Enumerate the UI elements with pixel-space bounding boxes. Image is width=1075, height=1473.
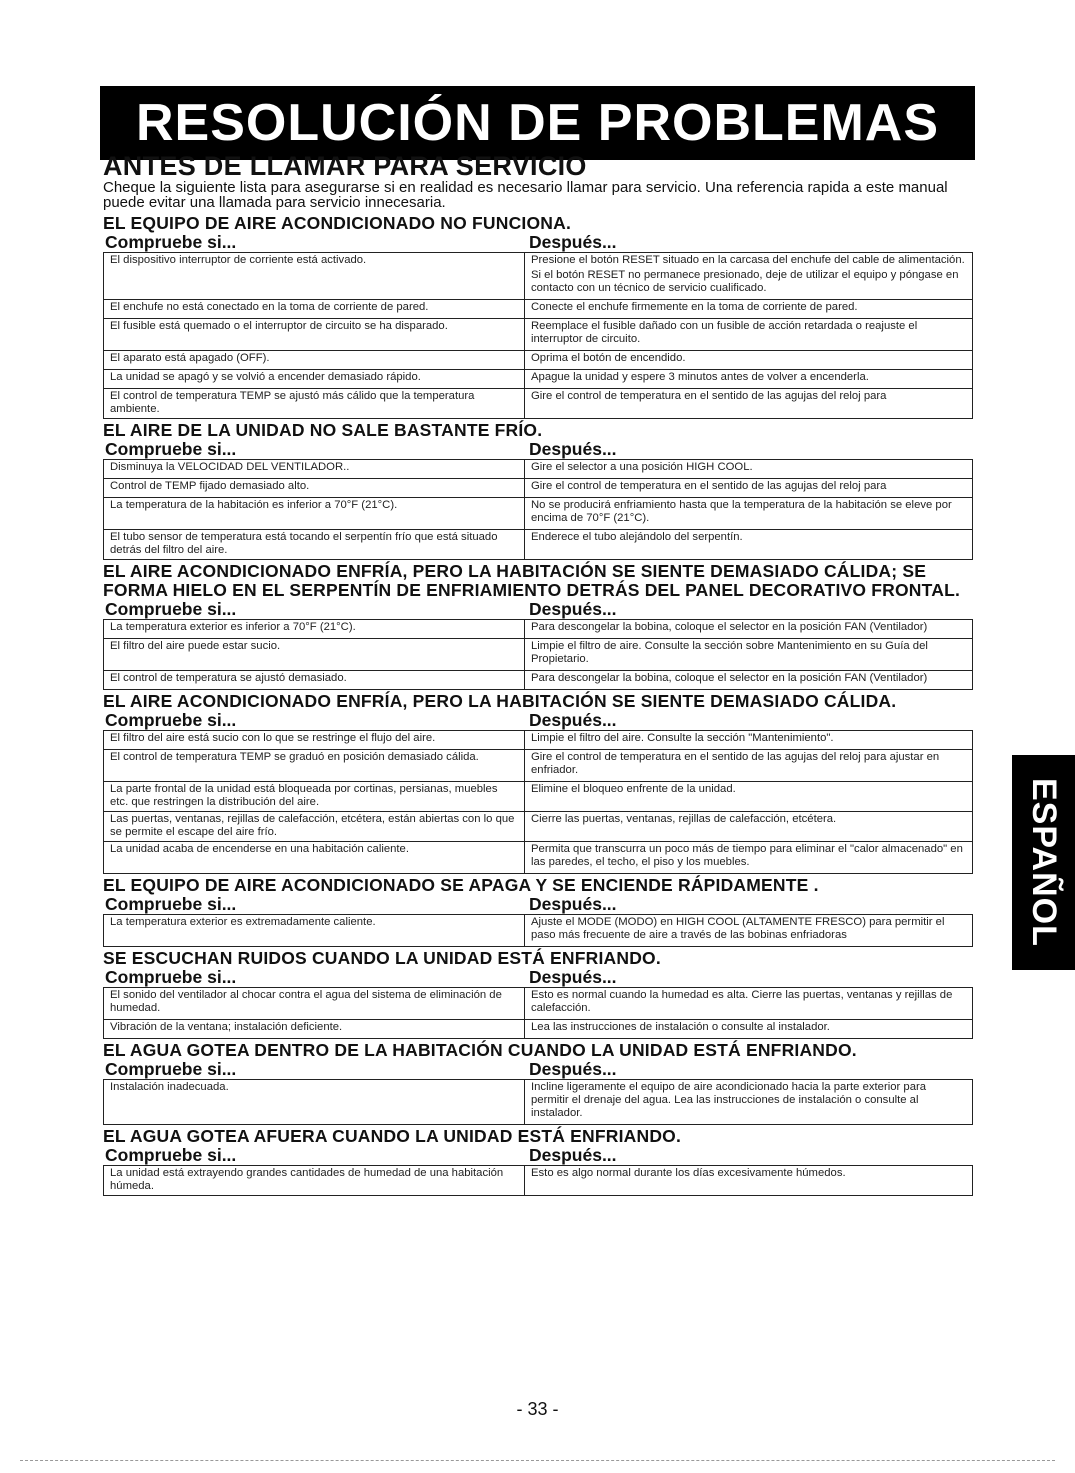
table-row [104, 389, 973, 419]
check-cell: La unidad acaba de encenderse en una habitación caliente. [104, 842, 525, 874]
then-paragraph: Reemplace el fusible dañado con un fusible de acción retardada o reajuste el interruptor de circuito. [531, 320, 918, 345]
then-paragraph: Cierre las puertas, ventanas, rejillas de calefacción, etcétera. [531, 813, 837, 825]
column-header-then: Después... [529, 439, 617, 459]
column-headers [103, 1060, 975, 1079]
troubleshoot-table [103, 619, 973, 690]
then-paragraph: Lea las instrucciones de instalación o consulte al instalador. [531, 1021, 830, 1033]
table-row [104, 750, 973, 782]
check-cell: Control de TEMP fijado demasiado alto. [104, 479, 525, 498]
check-cell: La temperatura de la habitación es inferior a 70°F (21°C). [104, 498, 525, 530]
troubleshoot-section [103, 214, 975, 419]
check-cell: El control de temperatura se ajustó demasiado. [104, 671, 525, 690]
table-row [104, 812, 973, 842]
table-row [104, 915, 973, 947]
check-cell: Las puertas, ventanas, rejillas de calefacción, etcétera, están abiertas con lo que se permite el escape del aire frío. [104, 812, 525, 842]
troubleshoot-table [103, 730, 973, 874]
then-paragraph: Gire el control de temperatura en el sentido de las agujas del reloj para [531, 480, 887, 492]
then-cell [525, 671, 973, 690]
then-paragraph: Permita que transcurra un poco más de tiempo para eliminar el "calor almacenado" en las paredes, el techo, el piso y los muebles. [531, 843, 963, 868]
section-title: SE ESCUCHAN RUIDOS CUANDO LA UNIDAD ESTÁ ENFRIANDO. [103, 948, 661, 968]
page-number: - 33 - [516, 1399, 559, 1419]
check-cell: El fusible está quemado o el interruptor de circuito se ha disparado. [104, 319, 525, 351]
table-row [104, 671, 973, 690]
table-row [104, 370, 973, 389]
then-cell [525, 1020, 973, 1039]
check-cell: Instalación inadecuada. [104, 1080, 525, 1125]
table-row [104, 1020, 973, 1039]
check-cell: La unidad está extrayendo grandes cantidades de humedad de una habitación húmeda. [104, 1166, 525, 1196]
then-cell [525, 530, 973, 560]
column-header-check: Compruebe si... [105, 1059, 237, 1079]
page-heading: ANTES DE LLAMAR PARA SERVICIO [103, 151, 587, 181]
then-paragraph: Para descongelar la bobina, coloque el selector en la posición FAN (Ventilador) [531, 672, 928, 684]
column-header-check: Compruebe si... [105, 894, 237, 914]
then-cell [525, 498, 973, 530]
troubleshoot-section [103, 876, 975, 947]
table-row [104, 479, 973, 498]
table-row [104, 1080, 973, 1125]
table-row [104, 731, 973, 750]
troubleshoot-table [103, 914, 973, 947]
then-paragraph: No se producirá enfriamiento hasta que la temperatura de la habitación se eleve por encima de 70°F (21°C). [531, 499, 952, 524]
then-cell [525, 253, 973, 300]
check-cell: El filtro del aire puede estar sucio. [104, 639, 525, 671]
column-header-then: Después... [529, 599, 617, 619]
column-header-then: Después... [529, 967, 617, 987]
table-row [104, 1166, 973, 1196]
then-paragraph: Elimine el bloqueo enfrente de la unidad. [531, 783, 736, 795]
column-headers [103, 600, 975, 619]
table-row [104, 498, 973, 530]
then-cell [525, 460, 973, 479]
section-title: EL AIRE ACONDICIONADO ENFRÍA, PERO LA HABITACIÓN SE SIENTE DEMASIADO CÁLIDA. [103, 691, 897, 711]
troubleshoot-table [103, 987, 973, 1039]
table-row [104, 988, 973, 1020]
section-title: EL EQUIPO DE AIRE ACONDICIONADO NO FUNCIONA. [103, 213, 572, 233]
check-cell: Vibración de la ventana; instalación deficiente. [104, 1020, 525, 1039]
then-cell [525, 988, 973, 1020]
check-cell: El control de temperatura TEMP se graduó en posición demasiado cálida. [104, 750, 525, 782]
content-area [103, 152, 975, 1196]
then-cell [525, 842, 973, 874]
table-row [104, 620, 973, 639]
troubleshoot-table [103, 1079, 973, 1125]
column-headers [103, 968, 975, 987]
then-cell [525, 620, 973, 639]
column-header-check: Compruebe si... [105, 967, 237, 987]
then-paragraph: Limpie el filtro de aire. Consulte la sección sobre Mantenimiento en su Guía del Propietario. [531, 640, 928, 665]
section-title: EL EQUIPO DE AIRE ACONDICIONADO SE APAGA Y SE ENCIENDE RÁPIDAMENTE . [103, 875, 819, 895]
column-header-then: Después... [529, 1145, 617, 1165]
then-paragraph: Para descongelar la bobina, coloque el selector en la posición FAN (Ventilador) [531, 621, 928, 633]
then-paragraph: Gire el selector a una posición HIGH COOL. [531, 461, 753, 473]
then-paragraph: Esto es normal cuando la humedad es alta. Cierre las puertas, ventanas y rejillas de calefacción. [531, 989, 953, 1014]
table-row [104, 460, 973, 479]
table-row [104, 253, 973, 300]
check-cell: El aparato está apagado (OFF). [104, 351, 525, 370]
then-cell [525, 479, 973, 498]
column-header-check: Compruebe si... [105, 232, 237, 252]
column-header-then: Después... [529, 894, 617, 914]
then-cell [525, 389, 973, 419]
troubleshoot-section [103, 1127, 975, 1196]
then-paragraph: Presione el botón RESET situado en la carcasa del enchufe del cable de alimentación. [531, 254, 965, 266]
column-headers [103, 440, 975, 459]
then-paragraph: Conecte el enchufe firmemente en la toma de corriente de pared. [531, 301, 858, 313]
then-paragraph: Ajuste el MODE (MODO) en HIGH COOL (ALTAMENTE FRESCO) para permitir el paso más frecuente de aire a través de las bobinas enfriadoras [531, 916, 945, 941]
section-title: EL AGUA GOTEA DENTRO DE LA HABITACIÓN CUANDO LA UNIDAD ESTÁ ENFRIANDO. [103, 1040, 857, 1060]
troubleshoot-section [103, 692, 975, 874]
troubleshoot-table [103, 252, 973, 419]
troubleshoot-section [103, 562, 975, 690]
table-row [104, 842, 973, 874]
then-cell [525, 300, 973, 319]
check-cell: El filtro del aire está sucio con lo que se restringe el flujo del aire. [104, 731, 525, 750]
section-title: EL AIRE DE LA UNIDAD NO SALE BASTANTE FRÍO. [103, 420, 543, 440]
column-header-then: Después... [529, 1059, 617, 1079]
then-paragraph: Incline ligeramente el equipo de aire acondicionado hacia la parte exterior para permitir el drenaje del agua. Lea las instrucciones de instalación o consulte al instalador. [531, 1081, 927, 1119]
page-banner: RESOLUCIÓN DE PROBLEMAS [100, 86, 975, 160]
then-paragraph: Gire el control de temperatura en el sentido de las agujas del reloj para ajustar en enfriador. [531, 751, 940, 776]
troubleshoot-section [103, 949, 975, 1039]
table-row [104, 351, 973, 370]
column-headers [103, 895, 975, 914]
column-headers [103, 711, 975, 730]
check-cell: El dispositivo interruptor de corriente está activado. [104, 253, 525, 300]
check-cell: El sonido del ventilador al chocar contra el agua del sistema de eliminación de humedad. [104, 988, 525, 1020]
then-paragraph: Gire el control de temperatura en el sentido de las agujas del reloj para [531, 390, 887, 402]
column-header-check: Compruebe si... [105, 710, 237, 730]
then-paragraph: Oprima el botón de encendido. [531, 352, 686, 364]
table-row [104, 782, 973, 812]
troubleshoot-table [103, 459, 973, 560]
then-cell [525, 319, 973, 351]
language-tab [1012, 755, 1075, 970]
check-cell: El control de temperatura TEMP se ajustó más cálido que la temperatura ambiente. [104, 389, 525, 419]
table-row [104, 300, 973, 319]
language-tab-label: ESPAÑOL [1025, 778, 1063, 947]
bottom-divider [20, 1460, 1055, 1461]
check-cell: La temperatura exterior es extremadamente caliente. [104, 915, 525, 947]
check-cell: El enchufe no está conectado en la toma de corriente de pared. [104, 300, 525, 319]
sections-container [103, 214, 975, 1196]
troubleshoot-table [103, 1165, 973, 1196]
column-header-then: Después... [529, 710, 617, 730]
check-cell: La unidad se apagó y se volvió a encender demasiado rápido. [104, 370, 525, 389]
troubleshoot-section [103, 421, 975, 560]
column-header-then: Después... [529, 232, 617, 252]
then-paragraph: Limpie el filtro del aire. Consulte la sección "Mantenimiento". [531, 732, 834, 744]
then-cell [525, 1166, 973, 1196]
section-title: EL AGUA GOTEA AFUERA CUANDO LA UNIDAD ESTÁ ENFRIANDO. [103, 1126, 682, 1146]
then-paragraph: Esto es algo normal durante los días excesivamente húmedos. [531, 1167, 846, 1179]
then-cell [525, 782, 973, 812]
then-cell [525, 370, 973, 389]
then-cell [525, 915, 973, 947]
then-cell [525, 812, 973, 842]
then-cell [525, 1080, 973, 1125]
then-paragraph: Si el botón RESET no permanece presionado, deje de utilizar el equipo y póngase en contacto con un técnico de servicio cualificado. [531, 269, 959, 294]
column-header-check: Compruebe si... [105, 599, 237, 619]
table-row [104, 530, 973, 560]
troubleshoot-section [103, 1041, 975, 1125]
then-paragraph: Apague la unidad y espere 3 minutos antes de volver a encenderla. [531, 371, 869, 383]
column-header-check: Compruebe si... [105, 1145, 237, 1165]
section-title: EL AIRE ACONDICIONADO ENFRÍA, PERO LA HABITACIÓN SE SIENTE DEMASIADO CÁLIDA; SE FORMA HIELO EN EL SERPENTÍN DE ENFRIAMIENTO DETRÁS DEL PANEL DECORATIVO FRONTAL. [103, 561, 961, 600]
column-headers [103, 1146, 975, 1165]
then-cell [525, 750, 973, 782]
check-cell: La parte frontal de la unidad está bloqueada por cortinas, persianas, muebles etc. que restringen la distribución del aire. [104, 782, 525, 812]
then-cell [525, 731, 973, 750]
then-paragraph: Enderece el tubo alejándolo del serpentín. [531, 531, 743, 543]
check-cell: Disminuya la VELOCIDAD DEL VENTILADOR.. [104, 460, 525, 479]
then-cell [525, 351, 973, 370]
column-headers [103, 233, 975, 252]
then-cell [525, 639, 973, 671]
table-row [104, 639, 973, 671]
intro-text: Cheque la siguiente lista para asegurarse si en realidad es necesario llamar para servicio. Una referencia rapida a este manual puede evitar una llamada para servicio innecesaria. [103, 179, 948, 211]
table-row [104, 319, 973, 351]
check-cell: La temperatura exterior es inferior a 70°F (21°C). [104, 620, 525, 639]
check-cell: El tubo sensor de temperatura está tocando el serpentín frío que está situado detrás del filtro del aire. [104, 530, 525, 560]
column-header-check: Compruebe si... [105, 439, 237, 459]
